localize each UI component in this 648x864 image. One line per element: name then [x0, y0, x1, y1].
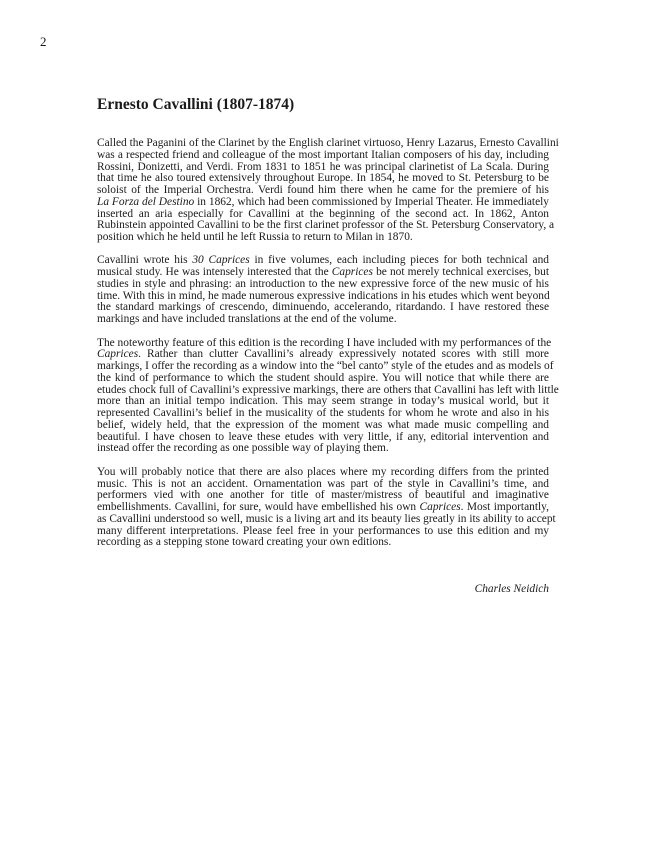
text-run: embellishments. Cavallini, for sure, would have embellished his own [97, 501, 420, 514]
text-run: Cavallini wrote his [97, 254, 193, 267]
text-run: recording as a stepping stone toward creating your own editions. [97, 536, 392, 549]
text-run: studies in style and phrasing: an introduction to the new expressive force of the new music of his [97, 277, 549, 290]
text-line [97, 443, 549, 455]
text-run: markings and have included translations at the end of the volume. [97, 313, 397, 326]
italic-title: La Forza del Destino [97, 195, 195, 208]
text-run: many different interpretations. Please feel free in your performances to use this edition and my [97, 524, 549, 537]
text-run: performers vied with one another for title of master/mistress of beautiful and imaginative [97, 489, 549, 502]
text-run: markings, I offer the recording as a window into the “bel canto” style of the etudes and as models of [97, 360, 554, 373]
text-run: more than an initial tempo indication. This may seem strange in today’s musical world, but it [97, 395, 549, 408]
italic-title: 30 Caprices [192, 254, 250, 267]
text-run: The noteworthy feature of this edition is the recording I have included with my performances of the [97, 336, 552, 349]
text-run: instead offer the recording as one possible way of playing them. [97, 442, 389, 455]
text-line [97, 314, 549, 326]
italic-title: Caprices [97, 348, 139, 361]
text-run: . Most importantly, [460, 501, 549, 514]
italic-title: Caprices [419, 501, 461, 514]
text-run: beautiful. I have chosen to leave these etudes with very little, if any, editorial intervention and [97, 430, 549, 443]
text-run: music. This is not an accident. Ornamentation was part of the style in Cavallini’s time, and [97, 477, 549, 490]
text-run: the standard markings of crescendo, diminuendo, accelerando, ritardando. I have restored these [97, 301, 549, 314]
text-line [97, 537, 549, 549]
text-run: Called the Paganini of the Clarinet by the English clarinet virtuoso, Henry Lazarus, Ernesto Cavallini [97, 137, 559, 149]
text-run: Rubinstein appointed Cavallini to be the first clarinet professor of the St. Petersburg Conservatory, a [97, 219, 555, 232]
text-run: musical study. He was intensely interested that the [97, 266, 332, 279]
text-run: inserted an aria especially for Cavallini at the beginning of the second act. In 1862, Anton [97, 207, 549, 220]
text-run: be not merely technical exercises, but [372, 266, 549, 279]
text-run: belief, widely held, that the expression of the moment was what made music compelling and [97, 418, 549, 431]
text-run: in 1862, which had been commissioned by Imperial Theater. He immediately [194, 195, 550, 208]
text-run: You will probably notice that there are also places where my recording differs from the printed [97, 465, 549, 478]
text-run: represented Cavallini’s belief in the musicality of the students for whom he wrote and also in his [97, 407, 549, 420]
article-body [97, 137, 559, 561]
text-run: position which he held until he left Russia to return to Milan in 1870. [97, 231, 413, 243]
paragraph [97, 465, 556, 549]
text-run: etudes chock full of Cavallini’s expressive markings, there are others that Cavallini has left with little [97, 383, 559, 396]
text-line [97, 232, 549, 244]
text-run: was a respected friend and colleague of the most important Italian composers of his day, including [97, 148, 549, 161]
italic-title: Caprices [331, 266, 373, 279]
author-signature: Charles Neidich [474, 583, 549, 595]
text-run: as Cavallini understood so well, music is a living art and its beauty lies greatly in its ability to accept [97, 512, 556, 525]
paragraph [97, 336, 559, 456]
text-run: that time he also toured extensively throughout Europe. In 1854, he moved to St. Petersburg to be [97, 172, 549, 185]
page-number: 2 [40, 34, 47, 49]
text-run: in five volumes, each including pieces for both technical and [249, 254, 549, 267]
paragraph [97, 255, 549, 326]
text-run: Rossini, Donizetti, and Verdi. From 1831 to 1851 he was principal clarinetist of La Scala. During [97, 160, 549, 173]
paragraph [97, 137, 559, 244]
text-run: the kind of performance to which the student should aspire. You will notice that while there are [97, 371, 549, 384]
text-run: . Rather than clutter Cavallini’s already expressively notated scores with still more [138, 348, 549, 361]
text-run: soloist of the Imperial Orchestra. Verdi found him there when he came for the premiere of his [97, 184, 549, 196]
page-title: Ernesto Cavallini (1807-1874) [97, 96, 295, 113]
text-run: time. With this in mind, he made numerous expressive indications in his etudes which went beyond [97, 289, 550, 302]
